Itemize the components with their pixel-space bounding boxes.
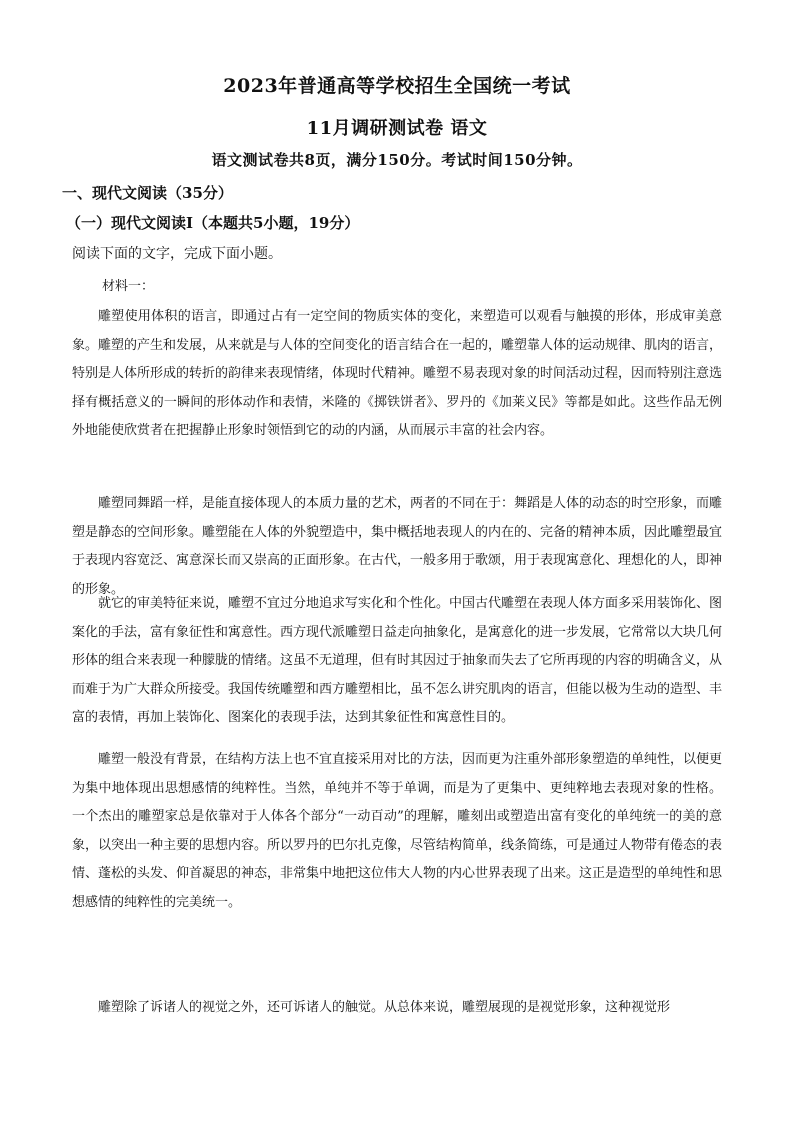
exam-info: 语文测试卷共8页，满分150分。考试时间150分钟。 [211, 151, 583, 169]
reading-instruction: 阅读下面的文字，完成下面小题。 [72, 246, 282, 262]
section-heading: 一、现代文阅读（35分） [62, 184, 233, 202]
paragraph-3: 就它的审美特征来说，雕塑不宜过分地追求写实化和个性化。中国古代雕塑在表现人体方面多采用装饰化、图案化的手法，富有象征性和寓意性。西方现代派雕塑日益走向抽象化，是寓意化的进一步发展，它常常以大块几何形体的组合来表现一种朦胧的情绪。这虽不无道理，但有时其因过于抽象而失去了它所再现的内容的明确含义，从而难于为广大群众所接受。我国传统雕塑和西方雕塑相比，虽不怎么讲究肌肉的语言，但能以极为生动的造型、丰富的表情，再加上装饰化、图案化的表现手法，达到其象征性和寓意性目的。 [72, 596, 723, 726]
exam-title: 2023年普通高等学校招生全国统一考试 [223, 75, 571, 97]
material-label: 材料一： [102, 279, 155, 294]
paragraph-1: 雕塑使用体积的语言，即通过占有一定空间的物质实体的变化，来塑造可以观看与触摸的形体，形成审美意象。雕塑的产生和发展，从来就是与人体的空间变化的语言结合在一起的，雕塑靠人体的运动规律、肌肉的语言，特别是人体所形成的转折的韵律来表现情绪，体现时代精神。雕塑不易表现对象的时间活动过程，因而特别注意选择有概括意义的一瞬间的形体动作和表情，米隆的《掷铁饼者》、罗丹的《加莱义民》等都是如此。这些作品无例外地能使欣赏者在把握静止形象时领悟到它的动的内涵，从而展示丰富的社会内容。 [72, 309, 723, 439]
paragraph-5: 雕塑除了诉诸人的视觉之外，还可诉诸人的触觉。从总体来说，雕塑展现的是视觉形象，这种视觉形 [98, 1000, 671, 1015]
paper-title: 11月调研测试卷 语文 [306, 118, 488, 139]
paragraph-2: 雕塑同舞蹈一样，是能直接体现人的本质力量的艺术，两者的不同在于：舞蹈是人体的动态的时空形象，而雕塑是静态的空间形象。雕塑能在人体的外貌塑造中，集中概括地表现人的内在的、完备的精神本质，因此雕塑最宜于表现内容宽泛、寓意深长而又崇高的正面形象。在古代，一般多用于歌颂，用于表现寓意化、理想化的人，即神的形象。 [72, 496, 723, 597]
subsection-heading: （一）现代文阅读Ⅰ（本题共5小题，19分） [66, 214, 360, 232]
paragraph-4: 雕塑一般没有背景，在结构方法上也不宜直接采用对比的方法，因而更为注重外部形象塑造的单纯性，以便更为集中地体现出思想感情的纯粹性。当然，单纯并不等于单调，而是为了更集中、更纯粹地去表现对象的性格。 一个杰出的雕塑家总是依靠对于人体各个部分“一动百动”的理解，雕刻出或塑造出富有变化的单纯统一的美的意象，以突出一种主要的思想内容。所以罗丹的巴尔扎克像，尽管结构简单，线条简练，可是通过人物带有倦态的表情、蓬松的头发、仰首凝思的神态，非常集中地把这位伟大人物的内心世界表现了出来。这正是造型的单纯性和思想感情的纯粹性的完美统一。 [72, 752, 723, 910]
